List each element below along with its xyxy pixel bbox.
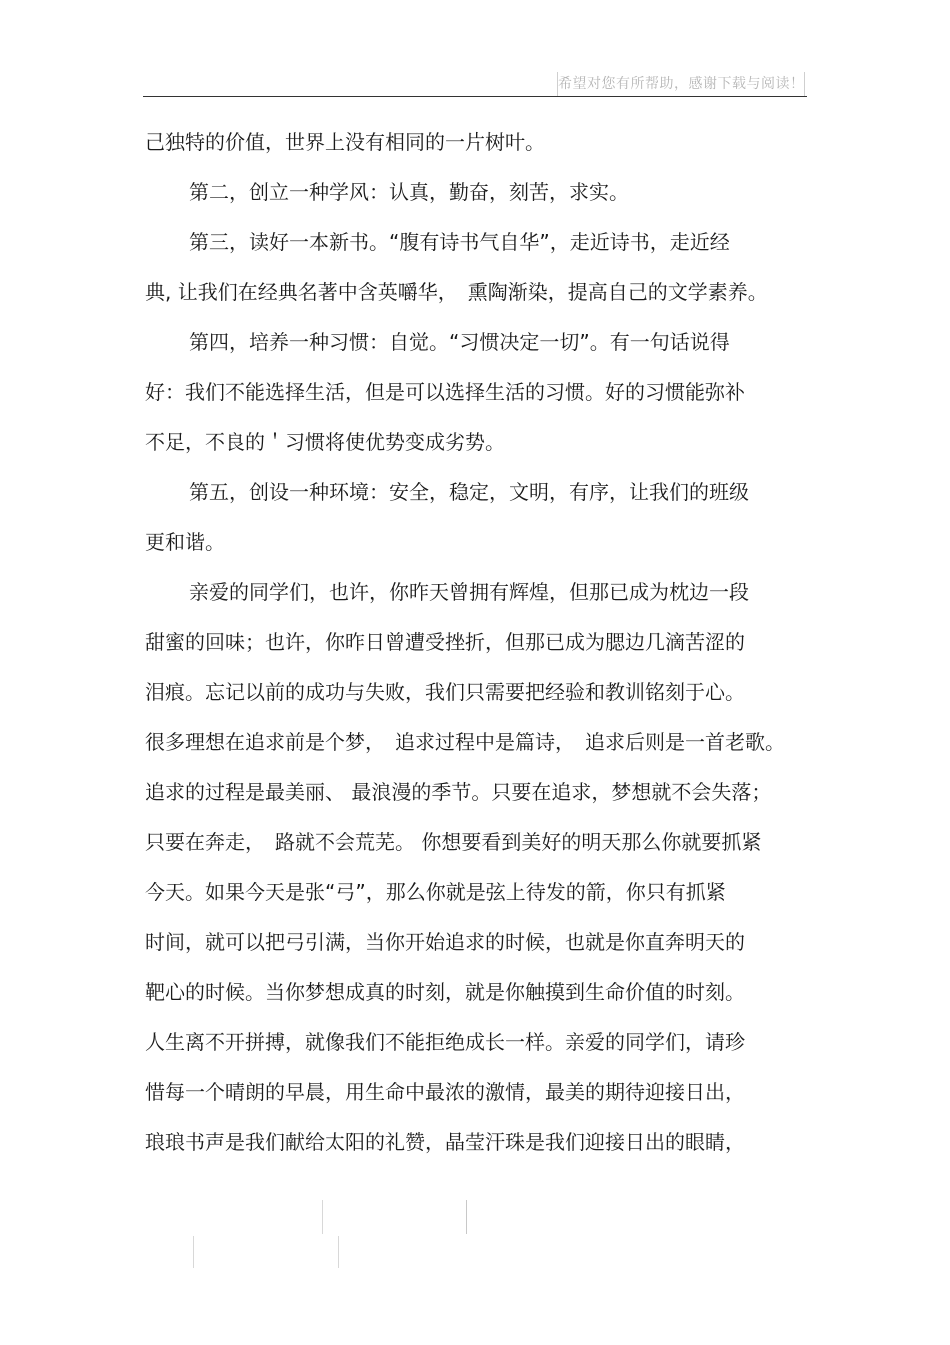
text-line-16: 今天。如果今天是张“弓”，那么你就是弦上待发的箭，你只有抓紧	[145, 880, 726, 904]
scan-mark	[322, 1200, 323, 1234]
text-line-13: 很多理想在追求前是个梦， 追求过程中是篇诗， 追求后则是一首老歌。	[145, 730, 785, 754]
header-note: 希望对您有所帮助，感谢下载与阅读！	[557, 72, 805, 96]
text-line-3: 第三，读好一本新书。“腹有诗书气自华”，走近诗书，走近经	[189, 230, 730, 254]
text-line-6: 好：我们不能选择生活，但是可以选择生活的习惯。好的习惯能弥补	[145, 380, 745, 404]
text-line-18: 靶心的时候。当你梦想成真的时刻，就是你触摸到生命价值的时刻。	[145, 980, 745, 1004]
text-line-15: 只要在奔走， 路就不会荒芜。 你想要看到美好的明天那么你就要抓紧	[145, 830, 762, 854]
text-line-11: 甜蜜的回味；也许，你昨日曾遭受挫折，但那已成为腮边几滴苦涩的	[145, 630, 745, 654]
text-line-9: 更和谐。	[145, 530, 225, 554]
text-line-14: 追求的过程是最美丽、 最浪漫的季节。只要在追求，梦想就不会失落；	[145, 780, 772, 804]
header-rule	[143, 96, 807, 97]
text-line-8: 第五，创设一种环境：安全，稳定，文明，有序，让我们的班级	[189, 480, 749, 504]
text-line-4: 典, 让我们在经典名著中含英嚼华， 熏陶渐染，提高自己的文学素养。	[145, 280, 768, 304]
text-line-21: 琅琅书声是我们献给太阳的礼赞，晶莹汗珠是我们迎接日出的眼睛，	[145, 1130, 745, 1154]
text-line-1: 己独特的价值，世界上没有相同的一片树叶。	[145, 130, 545, 154]
text-line-5: 第四，培养一种习惯：自觉。“习惯决定一切”。有一句话说得	[189, 330, 730, 354]
document-body	[145, 122, 805, 1172]
scan-mark	[193, 1236, 194, 1268]
text-line-17: 时间，就可以把弓引满，当你开始追求的时候，也就是你直奔明天的	[145, 930, 745, 954]
text-line-2: 第二，创立一种学风：认真，勤奋，刻苦，求实。	[189, 180, 629, 204]
text-line-12: 泪痕。忘记以前的成功与失败，我们只需要把经验和教训铭刻于心。	[145, 680, 745, 704]
text-line-10: 亲爱的同学们，也许，你昨天曾拥有辉煌，但那已成为枕边一段	[189, 580, 749, 604]
scan-mark	[466, 1200, 467, 1234]
scan-mark	[338, 1236, 339, 1268]
text-line-19: 人生离不开拼搏，就像我们不能拒绝成长一样。亲爱的同学们，请珍	[145, 1030, 745, 1054]
text-line-20: 惜每一个晴朗的早晨，用生命中最浓的激情，最美的期待迎接日出，	[145, 1080, 745, 1104]
text-line-7: 不足，不良的＇习惯将使优势变成劣势。	[145, 430, 505, 454]
